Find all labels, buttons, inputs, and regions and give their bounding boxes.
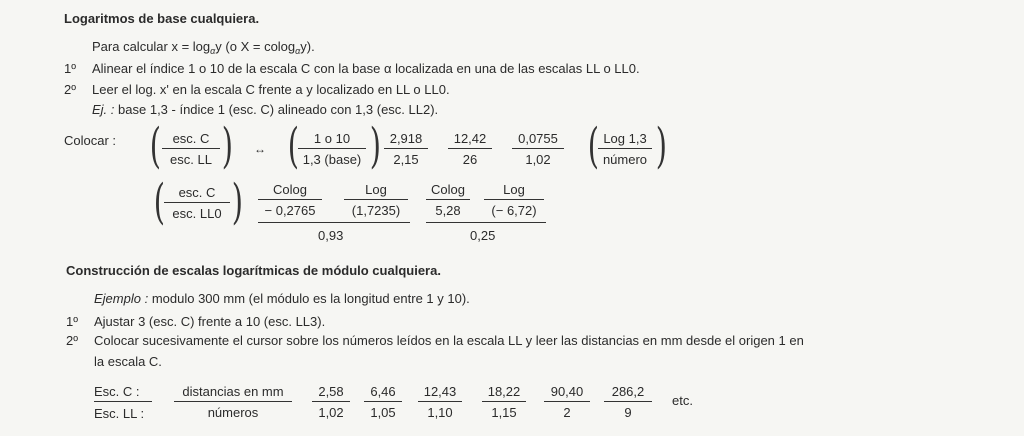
intro-formula: [92, 40, 315, 56]
table-label-bar: [94, 401, 152, 402]
fraction-log: [484, 183, 544, 217]
example-label: Ej. :: [92, 102, 115, 117]
section-title-scales: Construcción de escalas logarítmicas de módulo cualquiera.: [66, 263, 441, 278]
fraction-denominator: esc. LL0: [172, 206, 222, 221]
intro-subscript-2: α: [295, 46, 301, 56]
fraction-denominator: (1,7235): [351, 203, 401, 218]
step-number: 1º: [64, 61, 76, 76]
group-result: 0,25: [470, 228, 496, 243]
fraction-index-base: [298, 132, 366, 166]
step-text-continued: la escala C.: [94, 354, 162, 369]
close-paren: ): [231, 174, 243, 230]
fraction-denominator: 1,02: [318, 405, 344, 420]
fraction-colog: [258, 183, 322, 217]
fraction-value: [448, 132, 492, 166]
fraction-numerator: 2,58: [318, 384, 344, 399]
example-label: Ejemplo :: [94, 291, 149, 306]
table-label-esc-ll: Esc. LL :: [94, 406, 145, 421]
fraction-denominator: 1,15: [491, 405, 517, 420]
close-paren: ): [655, 118, 667, 174]
colocar-label: Colocar :: [64, 133, 117, 148]
intro-subscript-1: α: [210, 46, 216, 56]
step-number: 2º: [64, 82, 76, 97]
fraction-numerator: 6,46: [370, 384, 396, 399]
fraction-table-value: [312, 385, 350, 419]
fraction-numerator: Colog: [431, 182, 465, 197]
fraction-denominator: 5,28: [435, 203, 461, 218]
fraction-denominator: 2,15: [393, 152, 419, 167]
fraction-value: [512, 132, 564, 166]
step-number: 2º: [66, 333, 78, 348]
fraction-denominator: número: [602, 152, 648, 167]
fraction-numerator: 0,0755: [518, 131, 558, 146]
intro-text: Para calcular x = log: [92, 39, 211, 54]
fraction-header: [174, 385, 292, 419]
fraction-numerator: 90,40: [550, 384, 584, 399]
fraction-numerator: 286,2: [611, 384, 645, 399]
fraction-value: [384, 132, 428, 166]
fraction-denominator: 1,10: [427, 405, 453, 420]
example-line: [92, 103, 438, 116]
example-line: [94, 292, 470, 305]
fraction-esc-c-ll0: [164, 186, 230, 220]
step-text: Ajustar 3 (esc. C) frente a 10 (esc. LL3).: [94, 314, 326, 329]
open-paren: (: [149, 118, 161, 174]
fraction-colog: [426, 183, 470, 217]
fraction-denominator: 26: [462, 152, 478, 167]
close-paren: ): [369, 118, 381, 174]
fraction-log-number: [598, 132, 652, 166]
fraction-numerator: Log: [365, 182, 387, 197]
fraction-denominator: esc. LL: [170, 152, 212, 167]
fraction-numerator: Colog: [273, 182, 307, 197]
fraction-numerator: 12,42: [453, 131, 487, 146]
step-text: Colocar sucesivamente el cursor sobre los números leídos en la escala LL y leer las distancias en mm desde el origen 1 en: [94, 333, 804, 348]
fraction-numerator: 1 o 10: [313, 131, 351, 146]
double-arrow: ↔: [254, 142, 266, 156]
fraction-table-value: [544, 385, 590, 419]
intro-text-end: y).: [300, 39, 315, 54]
fraction-denominator: 2: [563, 405, 571, 420]
fraction-table-value: [604, 385, 652, 419]
etc-label: etc.: [672, 393, 693, 408]
fraction-table-value: [418, 385, 462, 419]
fraction-denominator: 9: [624, 405, 632, 420]
example-text: modulo 300 mm (el módulo es la longitud entre 1 y 10).: [151, 291, 470, 306]
fraction-numerator: Log: [503, 182, 525, 197]
step-number: 1º: [66, 314, 78, 329]
fraction-esc-c-ll: [162, 132, 220, 166]
step-text: Alinear el índice 1 o 10 de la escala C con la base α localizada en una de las escalas LL o LL0.: [92, 61, 640, 76]
fraction-denominator: (− 6,72): [491, 203, 537, 218]
open-paren: (: [153, 174, 165, 230]
fraction-table-value: [364, 385, 402, 419]
table-label-esc-c: Esc. C :: [94, 384, 140, 399]
fraction-numerator: 2,918: [389, 131, 423, 146]
open-paren: (: [287, 118, 299, 174]
group-result-bar: [426, 222, 546, 223]
fraction-table-value: [482, 385, 526, 419]
fraction-numerator: esc. C: [178, 185, 216, 200]
group-result: 0,93: [318, 228, 344, 243]
section-title-logarithms: Logaritmos de base cualquiera.: [64, 11, 260, 26]
fraction-denominator: números: [207, 405, 259, 420]
fraction-denominator: 1,05: [370, 405, 396, 420]
group-result-bar: [258, 222, 410, 223]
fraction-numerator: distancias en mm: [182, 384, 284, 399]
example-text: base 1,3 - índice 1 (esc. C) alineado con 1,3 (esc. LL2).: [118, 102, 439, 117]
fraction-denominator: 1,02: [525, 152, 551, 167]
step-text: Leer el log. x' en la escala C frente a y localizado en LL o LL0.: [92, 82, 450, 97]
fraction-log: [344, 183, 408, 217]
open-paren: (: [587, 118, 599, 174]
close-paren: ): [221, 118, 233, 174]
fraction-numerator: Log 1,3: [603, 131, 647, 146]
fraction-numerator: esc. C: [172, 131, 210, 146]
fraction-numerator: 12,43: [423, 384, 457, 399]
fraction-numerator: 18,22: [487, 384, 521, 399]
fraction-denominator: − 0,2765: [264, 203, 316, 218]
fraction-denominator: 1,3 (base): [302, 152, 362, 167]
intro-text-mid: y (o X = colog: [215, 39, 296, 54]
